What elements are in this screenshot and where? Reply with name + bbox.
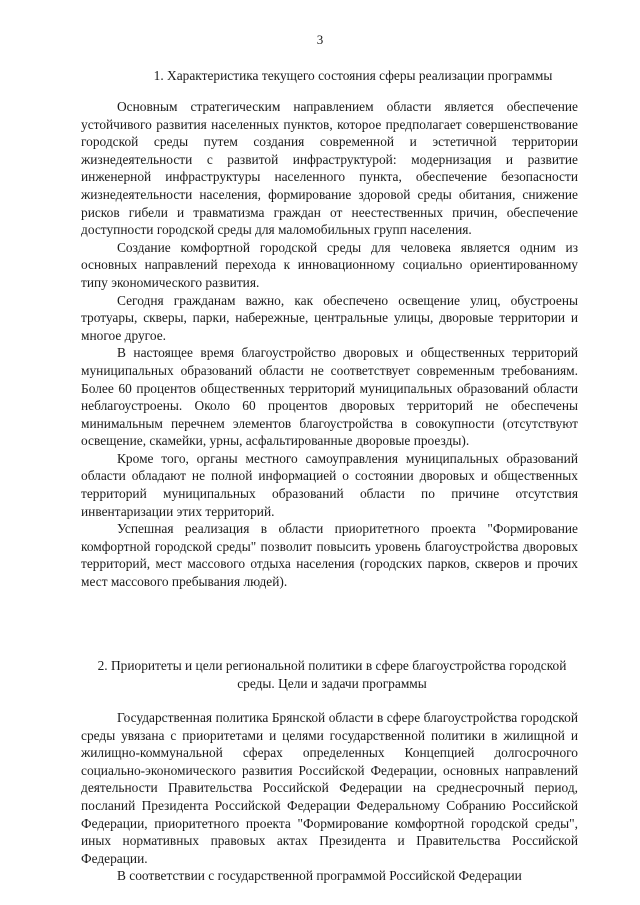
section-2-heading: 2. Приоритеты и цели региональной политики в сфере благоустройства городской среды. Цели и задачи программы: [97, 658, 567, 691]
section-1-body: [81, 98, 578, 591]
paragraph: Государственная политика Брянской области в сфере благоустройства городской среды увязана с приоритетами и целями государственной политики в жилищной и жилищно-коммунальной сферах определенных Концепцией долгосрочного социально-экономического развития Российской Федерации, основных направлений деятельности Правительства Российской Федерации на среднесрочный период, посланий Президента Российской Федерации Федеральному Собранию Российской Федерации, приоритетного проекта "Формирование комфортной городской среды", иных нормативных правовых актах Президента и Правительства Российской Федерации.: [81, 710, 578, 866]
paragraph: В соответствии с государственной программой Российской Федерации: [117, 868, 522, 884]
paragraph: В настоящее время благоустройство дворовых и общественных территорий муниципальных образований области не соответствует современным требованиям. Более 60 процентов общественных территорий муниципальных образований области неблагоустроены. Около 60 процентов дворовых территорий не обеспечены минимальным перечнем элементов благоустройства в совокупности (отсутствуют освещение, скамейки, урны, асфальтированные дворовые проезды).: [81, 345, 578, 449]
section-2-body: [81, 709, 578, 885]
paragraph: Создание комфортной городской среды для человека является одним из основных направлений перехода к инновационному социально ориентированному типу экономического развития.: [81, 239, 578, 290]
paragraph: Основным стратегическим направлением области является обеспечение устойчивого развития населенных пунктов, которое предполагает совершенствование городской среды путем создания современной и эстетичной территории жизнедеятельности с развитой инфраструктурой: модернизация и развитие инженерной инфраструктуры населенного пункта, обеспечение безопасности жизнедеятельности населения, формирование здоровой среды обитания, снижение рисков гибели и травматизма граждан от неестественных причин, обеспечение доступности городской среды для маломобильных групп населения.: [81, 99, 578, 238]
page-number: 3: [316, 32, 324, 47]
paragraph: Кроме того, органы местного самоуправления муниципальных образований области обладают не полной информацией о состоянии дворовых и общественных территорий муниципальных образований области по причине отсутствия инвентаризации этих территорий.: [81, 450, 578, 519]
paragraph: Сегодня гражданам важно, как обеспечено освещение улиц, обустроены тротуары, скверы, парки, набережные, центральные улицы, дворовые территории и многое другое.: [81, 292, 578, 343]
section-1-heading: 1. Характеристика текущего состояния сферы реализации программы: [153, 68, 553, 83]
paragraph: Успешная реализация в области приоритетного проекта "Формирование комфортной городской среды" позволит повысить уровень благоустройства дворовых территорий, мест массового отдыха населения (городских парков, скверов и прочих мест массового пребывания людей).: [81, 521, 578, 590]
